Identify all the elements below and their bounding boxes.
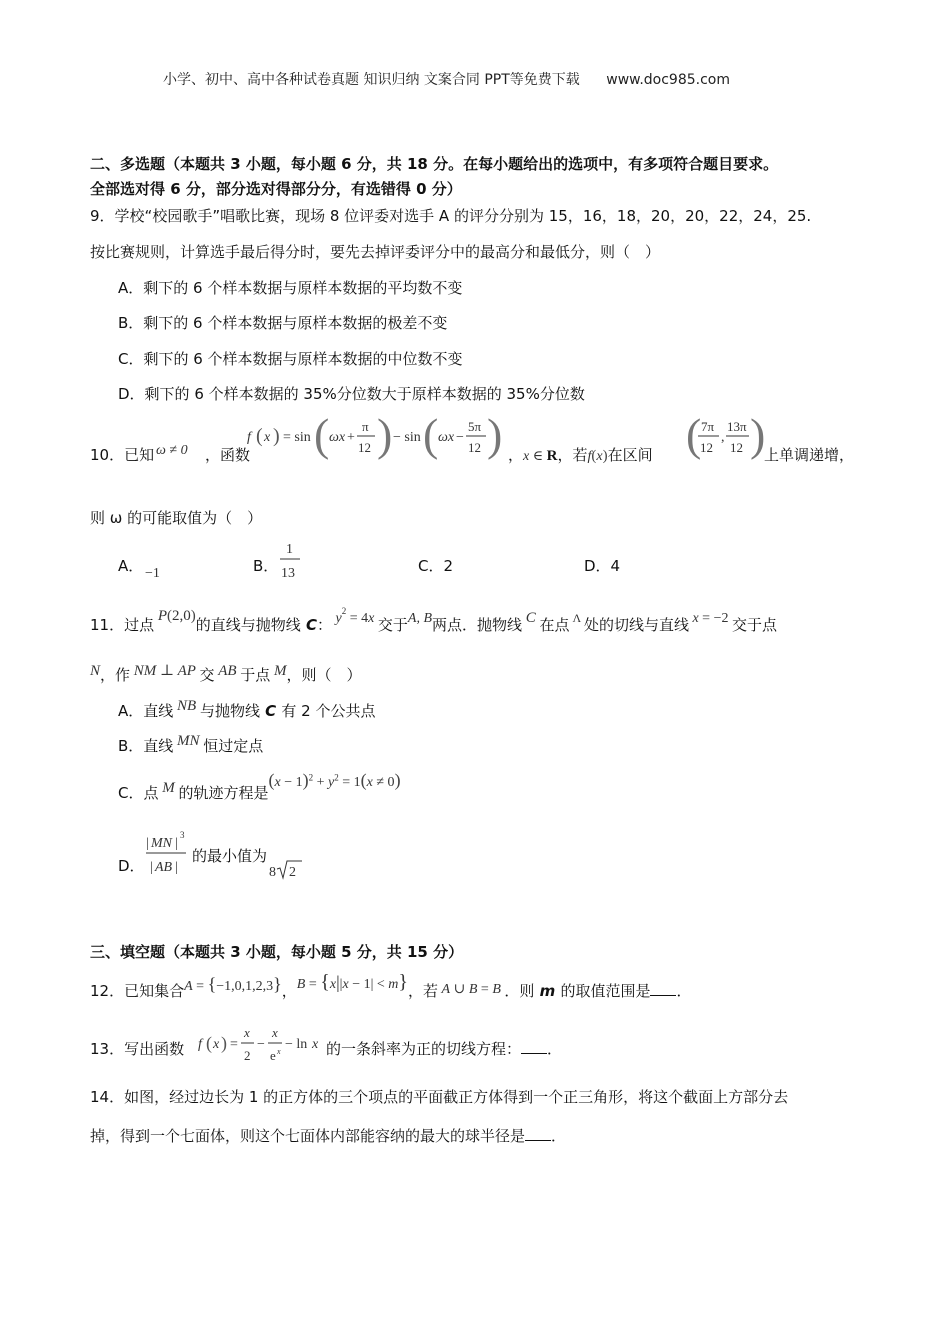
q10-domain-text: ，x ∈ R，若f(x)在区间 (508, 446, 653, 464)
svg-text:3: 3 (180, 830, 185, 840)
svg-text:f: f (198, 1037, 202, 1052)
header-text: 小学、初中、高中各种试卷真题 知识归纳 文案合同 PPT等免费下载 (163, 72, 580, 88)
svg-text:): ) (273, 425, 280, 447)
q11-option-b: B．直线 MN 恒过定点 (118, 733, 264, 755)
svg-text:7π: 7π (701, 419, 715, 434)
q9-stem-line1: 9．学校“校园歌手”唱歌比赛，现场 8 位评委对选手 A 的评分分别为 15，16，18，20，20，22，24，25. (90, 207, 812, 225)
q10-func-label: ，函数 (205, 446, 251, 464)
q10-prefix: 10．已知 (90, 446, 155, 464)
svg-text:−: − (456, 430, 464, 445)
svg-text:−: − (257, 1037, 265, 1052)
svg-text:x: x (277, 1047, 281, 1056)
q11-stem-line2: N，作 NM ⊥ AP 交 AB 于点 M，则（ ） (90, 663, 362, 684)
svg-text:,: , (721, 430, 725, 445)
svg-text:(: ( (423, 414, 439, 460)
svg-text:ωx: ωx (329, 430, 346, 445)
q10-omega-condition: ω ≠ 0 (156, 443, 188, 458)
svg-text:5π: 5π (468, 419, 482, 434)
svg-text:8: 8 (269, 865, 276, 880)
q14-stem-line1: 14．如图，经过边长为 1 的正方体的三个项点的平面截正方体得到一个正三角形，将这个截面上方部分去 (90, 1088, 789, 1106)
section-2-subtitle: 全部选对得 6 分，部分选对得部分分，有选错得 0 分） (90, 180, 462, 198)
svg-text:|: | (175, 860, 178, 875)
q10-interval-formula (686, 414, 764, 474)
q10-option-d: D．4 (584, 557, 621, 575)
svg-text:1: 1 (286, 542, 293, 557)
svg-text:13π: 13π (727, 419, 747, 434)
svg-text:x: x (272, 1025, 278, 1040)
svg-text:(: ( (206, 1033, 212, 1053)
header-url: www.doc985.com (606, 72, 730, 88)
q10-option-c: C．2 (418, 557, 454, 575)
svg-text:): ) (221, 1033, 227, 1053)
q10-function (247, 414, 507, 474)
q10-option-a (118, 555, 143, 576)
svg-text:2: 2 (289, 865, 296, 880)
section-2-title: 二、多选题（本题共 3 小题，每小题 6 分，共 18 分。在每小题给出的选项中，有多项符合题目要求。 (90, 155, 779, 173)
q14-stem-line2: 掉，得到一个七面体，则这个七面体内部能容纳的最大的球半径是 ． (90, 1127, 567, 1145)
svg-text:π: π (362, 419, 369, 434)
q11-option-d-formula (144, 828, 314, 884)
q9-option-a: A．剩下的 6 个样本数据与原样本数据的平均数不变 (118, 279, 463, 297)
q13-formula (198, 1020, 326, 1072)
svg-text:e: e (270, 1048, 276, 1063)
q13-suffix: 的一条斜率为正的切线方程： ． (326, 1040, 563, 1058)
q11-option-c: C．点 M 的轨迹方程是$(x - 1)^2 + y^2 = 1(x \ne 0)$ (118, 770, 401, 802)
svg-text:(: ( (314, 414, 330, 460)
svg-text:): ) (750, 414, 764, 460)
svg-text:x: x (213, 1037, 220, 1052)
q13-stem: 13．写出函数 (90, 1040, 185, 1058)
svg-text:=: = (230, 1037, 238, 1052)
q10-interval (686, 414, 764, 479)
svg-text:): ) (377, 414, 393, 460)
q10-option-b-label: B． (253, 557, 279, 575)
svg-text:2: 2 (244, 1048, 251, 1063)
svg-text:|: | (146, 836, 149, 851)
q10-option-b-value (278, 538, 304, 589)
q9-option-d: D．剩下的 6 个样本数据的 35%分位数大于原样本数据的 35%分位数 (118, 385, 585, 403)
svg-text:− sin: − sin (393, 430, 421, 445)
svg-text:(: ( (256, 425, 263, 447)
q10-option-a-value: −1 (145, 566, 160, 581)
q11-option-d (144, 828, 314, 888)
svg-text:ωx: ωx (438, 430, 455, 445)
q10-option-a-label: A． (118, 557, 144, 575)
svg-text:f: f (247, 430, 251, 445)
q13-function-formula (198, 1020, 326, 1068)
q11-option-d-label: D． (118, 857, 145, 875)
svg-text:− ln: − ln (285, 1037, 308, 1052)
q9-option-b: B．剩下的 6 个样本数据与原样本数据的极差不变 (118, 314, 448, 332)
svg-text:AB: AB (155, 860, 173, 875)
svg-text:|: | (150, 860, 153, 875)
page-header (163, 69, 730, 89)
svg-text:12: 12 (700, 440, 713, 455)
svg-text:MN: MN (151, 836, 172, 851)
q10-option-b-fraction (278, 538, 304, 584)
q10-function-formula (247, 414, 509, 474)
q10-suffix: 上单调递增， (764, 446, 855, 464)
q11-option-a: A．直线 NB 与抛物线 C 有 2 个公共点 (118, 698, 376, 720)
svg-text:12: 12 (468, 440, 481, 455)
svg-text:|: | (175, 836, 178, 851)
svg-text:13: 13 (281, 566, 295, 581)
svg-text:12: 12 (730, 440, 743, 455)
svg-text:(: ( (686, 414, 702, 460)
svg-text:12: 12 (358, 440, 371, 455)
section-3-title: 三、填空题（本题共 3 小题，每小题 5 分，共 15 分） (90, 943, 464, 961)
svg-text:= sin: = sin (283, 430, 311, 445)
svg-text:x: x (264, 430, 271, 445)
q12-stem: 12．已知集合A = {−1,0,1,2,3}，B = {x||x − 1| < m}，若 A ∪ B = B ．则 m 的取值范围是 ． (90, 971, 692, 1000)
svg-text:x: x (244, 1025, 250, 1040)
q9-stem-line2: 按比赛规则，计算选手最后得分时，要先去掉评委评分中的最高分和最低分，则（ ） (90, 243, 661, 261)
svg-text:): ) (487, 414, 503, 460)
svg-text:+: + (347, 430, 355, 445)
q9-option-c: C．剩下的 6 个样本数据与原样本数据的中位数不变 (118, 350, 463, 368)
svg-text:的最小值为: 的最小值为 (192, 848, 268, 865)
q11-stem-line1: 11．过点 P(2,0)的直线与抛物线 C： $y^2 = 4x$ 交于A, B两点．抛物线 C 在点 $^\Lambda$ 处的切线与直线 x = −2 交于点 (90, 606, 777, 634)
svg-text:x: x (312, 1037, 319, 1052)
q10-stem-line2: 则 ω 的可能取值为（ ） (90, 509, 263, 527)
